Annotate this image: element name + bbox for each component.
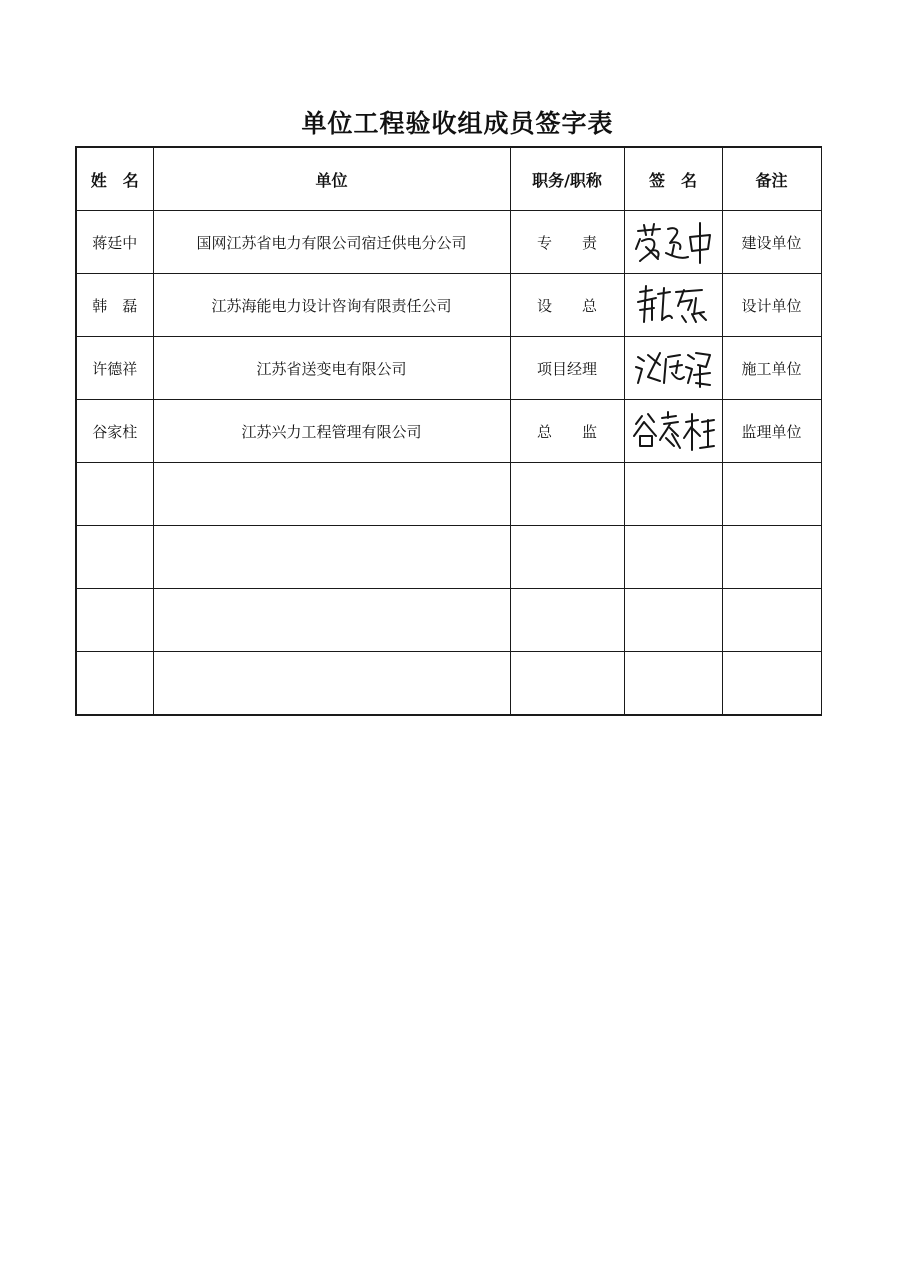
cell-unit: 江苏省送变电有限公司: [153, 337, 510, 400]
cell-unit: 江苏兴力工程管理有限公司: [153, 400, 510, 463]
signature-table: [75, 146, 822, 716]
table-row: [76, 652, 821, 716]
table-row: [76, 211, 821, 274]
cell-signature: [624, 274, 722, 337]
handwritten-signature: [630, 406, 716, 456]
cell-remark: 设计单位: [722, 274, 821, 337]
empty-cell: [722, 526, 821, 589]
header-signature: 签 名: [624, 147, 722, 211]
cell-signature: [624, 211, 722, 274]
table-row: [76, 463, 821, 526]
cell-name: 韩 磊: [76, 274, 153, 337]
cell-signature: [624, 337, 722, 400]
table-row: [76, 337, 821, 400]
empty-cell: [153, 589, 510, 652]
cell-remark: 监理单位: [722, 400, 821, 463]
empty-cell: [624, 589, 722, 652]
header-position: 职务/职称: [510, 147, 624, 211]
table-row: [76, 400, 821, 463]
empty-cell: [624, 526, 722, 589]
cell-signature: [624, 400, 722, 463]
empty-cell: [510, 463, 624, 526]
empty-cell: [76, 589, 153, 652]
handwritten-signature: [630, 280, 716, 330]
table-row: [76, 589, 821, 652]
empty-cell: [510, 526, 624, 589]
empty-cell: [624, 463, 722, 526]
cell-unit: 江苏海能电力设计咨询有限责任公司: [153, 274, 510, 337]
cell-remark: 建设单位: [722, 211, 821, 274]
empty-cell: [722, 589, 821, 652]
table-row: [76, 526, 821, 589]
handwritten-signature: [630, 217, 716, 267]
empty-cell: [153, 463, 510, 526]
empty-cell: [510, 589, 624, 652]
table-header-row: [76, 147, 821, 211]
cell-unit: 国网江苏省电力有限公司宿迁供电分公司: [153, 211, 510, 274]
cell-position: 专 责: [510, 211, 624, 274]
cell-position: 项目经理: [510, 337, 624, 400]
empty-cell: [76, 652, 153, 716]
cell-name: 许德祥: [76, 337, 153, 400]
empty-cell: [722, 463, 821, 526]
header-unit: 单位: [153, 147, 510, 211]
empty-cell: [153, 526, 510, 589]
cell-remark: 施工单位: [722, 337, 821, 400]
empty-cell: [76, 463, 153, 526]
cell-name: 蒋廷中: [76, 211, 153, 274]
handwritten-signature: [630, 343, 716, 393]
empty-cell: [510, 652, 624, 716]
header-remark: 备注: [722, 147, 821, 211]
cell-name: 谷家柱: [76, 400, 153, 463]
empty-cell: [722, 652, 821, 716]
document-title: 单位工程验收组成员签字表: [301, 109, 614, 138]
table-row: [76, 274, 821, 337]
cell-position: 设 总: [510, 274, 624, 337]
empty-cell: [153, 652, 510, 716]
empty-cell: [76, 526, 153, 589]
empty-cell: [624, 652, 722, 716]
cell-position: 总 监: [510, 400, 624, 463]
header-name: 姓 名: [76, 147, 153, 211]
